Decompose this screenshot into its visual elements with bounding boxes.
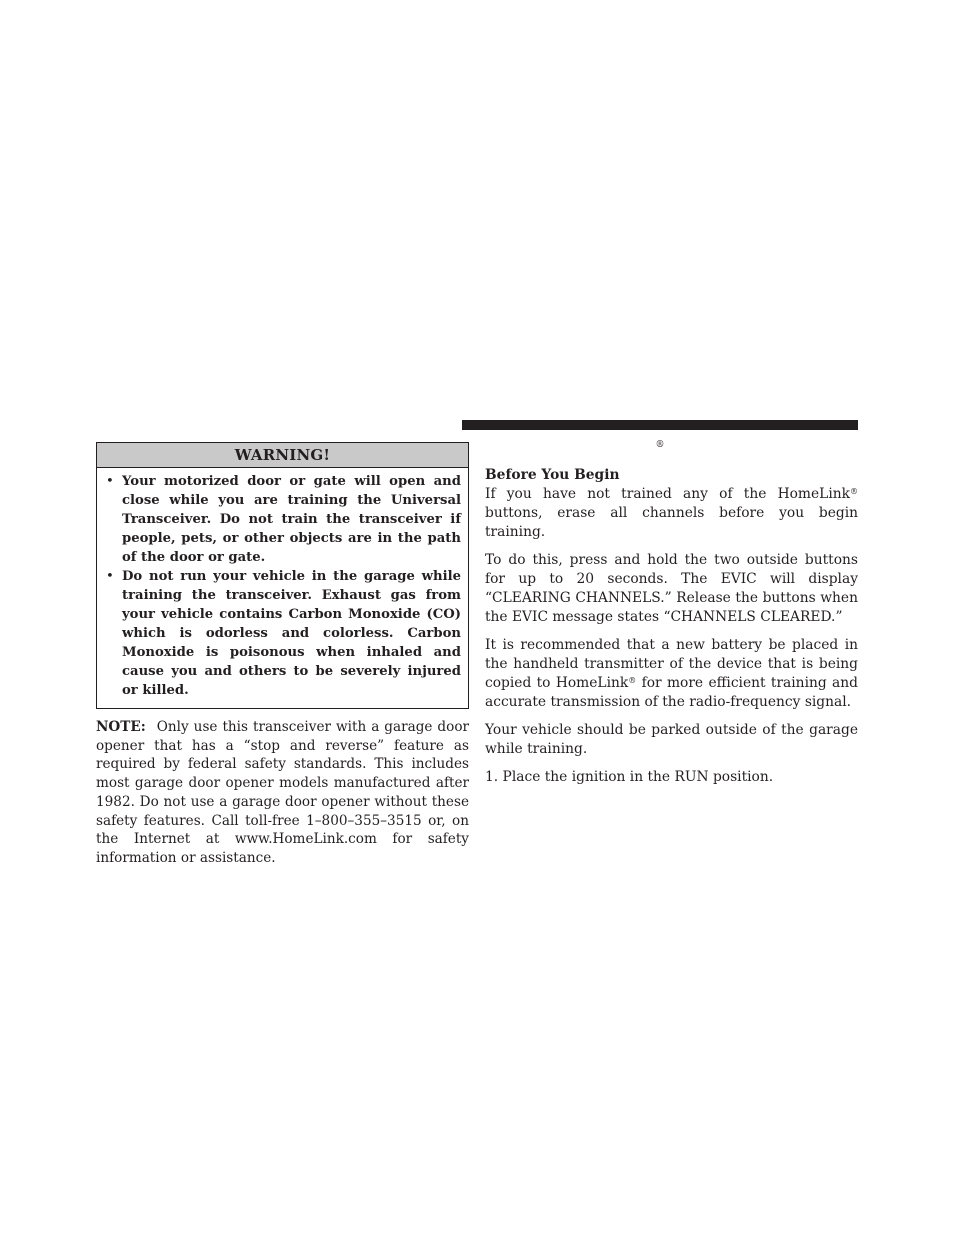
note-label: NOTE:: [96, 719, 146, 735]
paragraph-battery: [485, 636, 858, 712]
warning-item: [104, 567, 461, 700]
registered-mark: ®: [850, 487, 858, 496]
subheading-before-you-begin: Before You Begin: [485, 467, 620, 483]
section-header-bar: [462, 420, 858, 430]
warning-item: [104, 472, 461, 567]
note-text: Only use this transceiver with a garage door opener that has a “stop and reverse” feature as required by federal safety standards. This includes most garage door opener models manufactured after 1982. Do not use a garage door opener without these safety features. Call toll-free 1–800–355–3515 or, on the Internet at www.HomeLink.com for safety information or assistance.: [96, 719, 470, 866]
paragraph-text: buttons, erase all channels before you begin training.: [485, 505, 858, 540]
registered-mark: ®: [628, 676, 637, 685]
warning-box: [96, 442, 469, 709]
paragraph-text: If you have not trained any of the HomeLink: [485, 486, 850, 502]
warning-title: WARNING!: [97, 443, 468, 468]
paragraph-text: for more efficient training and accurate transmission of the radio-frequency signal.: [485, 675, 858, 710]
step-1: 1. Place the ignition in the RUN position.: [485, 769, 774, 785]
paragraph-clearing-channels: To do this, press and hold the two outside buttons for up to 20 seconds. The EVIC will display “CLEARING CHANNELS.” Release the buttons when the EVIC message states “CHANNELS CLEARED.”: [485, 552, 858, 625]
section-title: [462, 437, 858, 453]
paragraph-erase-channels: [485, 485, 858, 542]
right-column: [485, 466, 858, 787]
bullet-icon: •: [106, 569, 114, 584]
warning-item-text: Your motorized door or gate will open and close while you are training the Universal Transceiver. Do not train the transceiver if people, pets, or other objects are in the path of the door or gate.: [122, 474, 461, 565]
paragraph-text: It is recommended that a new battery be placed in the handheld transmitter of the device that is being copied to HomeLink: [485, 637, 858, 691]
warning-list: [97, 468, 468, 708]
paragraph-parked-outside: Your vehicle should be parked outside of the garage while training.: [485, 722, 858, 757]
registered-mark: ®: [655, 440, 665, 450]
warning-item-text: Do not run your vehicle in the garage while training the transceiver. Exhaust gas from your vehicle contains Carbon Monoxide (CO) which is odorless and colorless. Carbon Monoxide is poisonous when inhaled and cause you and others to be severely injured or killed.: [122, 569, 461, 698]
note-paragraph: [96, 718, 469, 868]
left-column: [96, 442, 469, 868]
bullet-icon: •: [106, 474, 114, 489]
